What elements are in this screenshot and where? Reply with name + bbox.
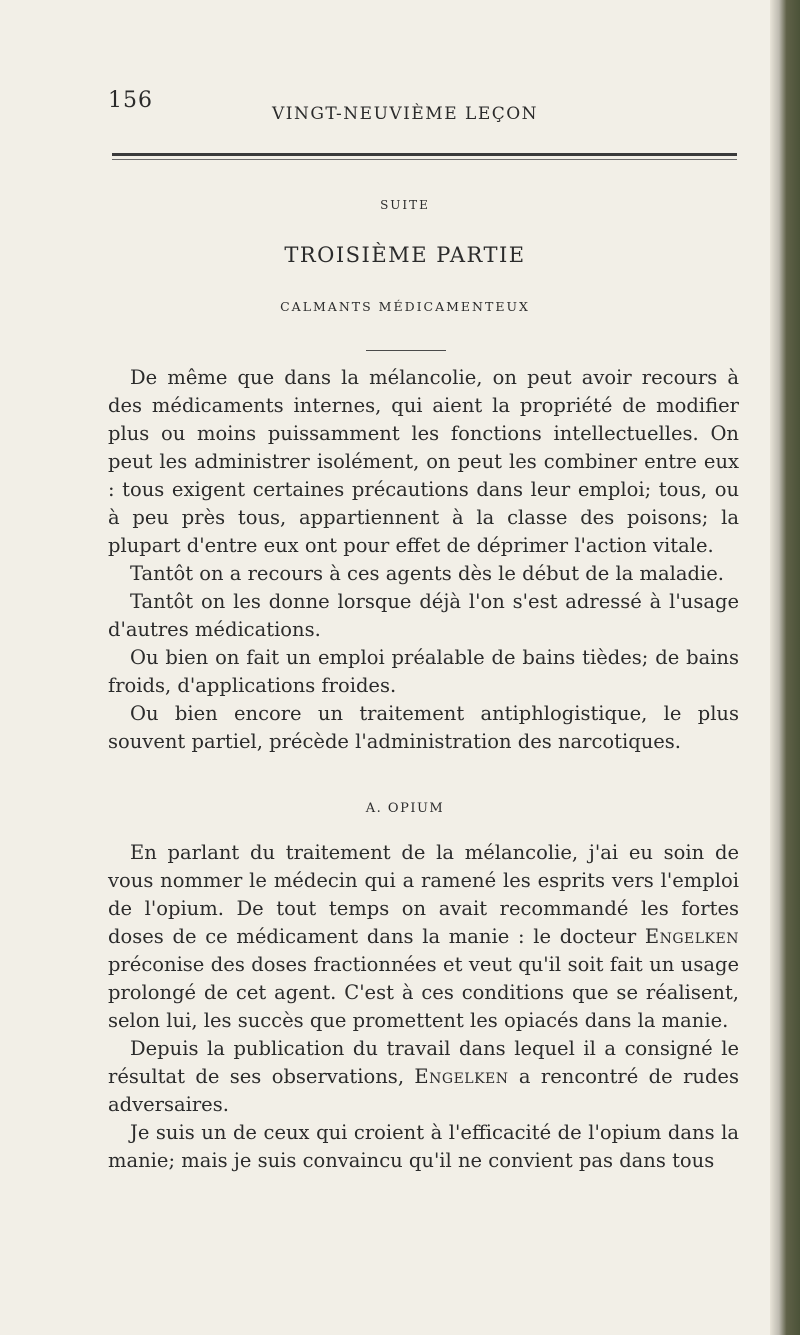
- section-divider: [366, 350, 446, 351]
- text-run: préconise des doses fractionnées et veut qu'il soit fait un usage prolongé de cet agent. C'est à ces conditions que se réalisent, selon lui, les succès que promettent les opiacés dans la manie.: [108, 953, 739, 1032]
- paragraph: De même que dans la mélancolie, on peut avoir recours à des médicaments internes, qui aient la propriété de modifier plus ou moins puissamment les fonctions intellectuelles. On peut les administrer isolément, on peut les combiner entre eux : tous exigent certaines précautions dans leur emploi; tous, ou à peu près tous, appartiennent à la classe des poisons; la plupart d'entre eux ont pour effet de déprimer l'action vitale.: [108, 366, 739, 557]
- page-number: 156: [108, 88, 153, 113]
- text-run: Depuis la publication du travail dans lequel il a consigné le résultat de ses observations,: [108, 1037, 739, 1088]
- paragraph: [108, 839, 739, 1035]
- text-run: a rencontré de rudes adversaires.: [108, 1065, 739, 1116]
- running-head: VINGT-NEUVIÈME LEÇON: [271, 104, 539, 124]
- paragraph: Ou bien encore un traitement antiphlogistique, le plus souvent partiel, précède l'administration des narcotiques.: [108, 702, 739, 753]
- author-name: Engelken: [414, 1065, 509, 1088]
- header-rule-thin: [112, 159, 737, 160]
- text-run: En parlant du traitement de la mélancolie, j'ai eu soin de vous nommer le médecin qui a ramené les esprits vers l'emploi de l'opium. De tout temps on avait recommandé les fortes doses de ce médicament dans la manie : le docteur: [108, 841, 739, 948]
- paragraph: Tantôt on les donne lorsque déjà l'on s'est adressé à l'usage d'autres médications.: [108, 590, 739, 641]
- paragraph: Ou bien on fait un emploi préalable de bains tièdes; de bains froids, d'applications froides.: [108, 646, 739, 697]
- paragraph: [108, 1035, 739, 1119]
- header-rule-thick: [112, 153, 737, 156]
- section-label: SUITE: [380, 198, 430, 212]
- paragraph: Tantôt on a recours à ces agents dès le début de la maladie.: [130, 562, 724, 585]
- body-part1: [108, 364, 739, 756]
- author-name: Engelken: [644, 925, 739, 948]
- paragraph: Je suis un de ceux qui croient à l'efficacité de l'opium dans la manie; mais je suis convaincu qu'il ne convient pas dans tous: [108, 1121, 739, 1172]
- part-subtitle: CALMANTS MÉDICAMENTEUX: [280, 299, 530, 314]
- body-opium: [108, 839, 739, 1175]
- page-edge-shadow: [770, 0, 800, 1335]
- subsection-heading: A. OPIUM: [365, 801, 445, 816]
- part-title: TROISIÈME PARTIE: [284, 243, 526, 267]
